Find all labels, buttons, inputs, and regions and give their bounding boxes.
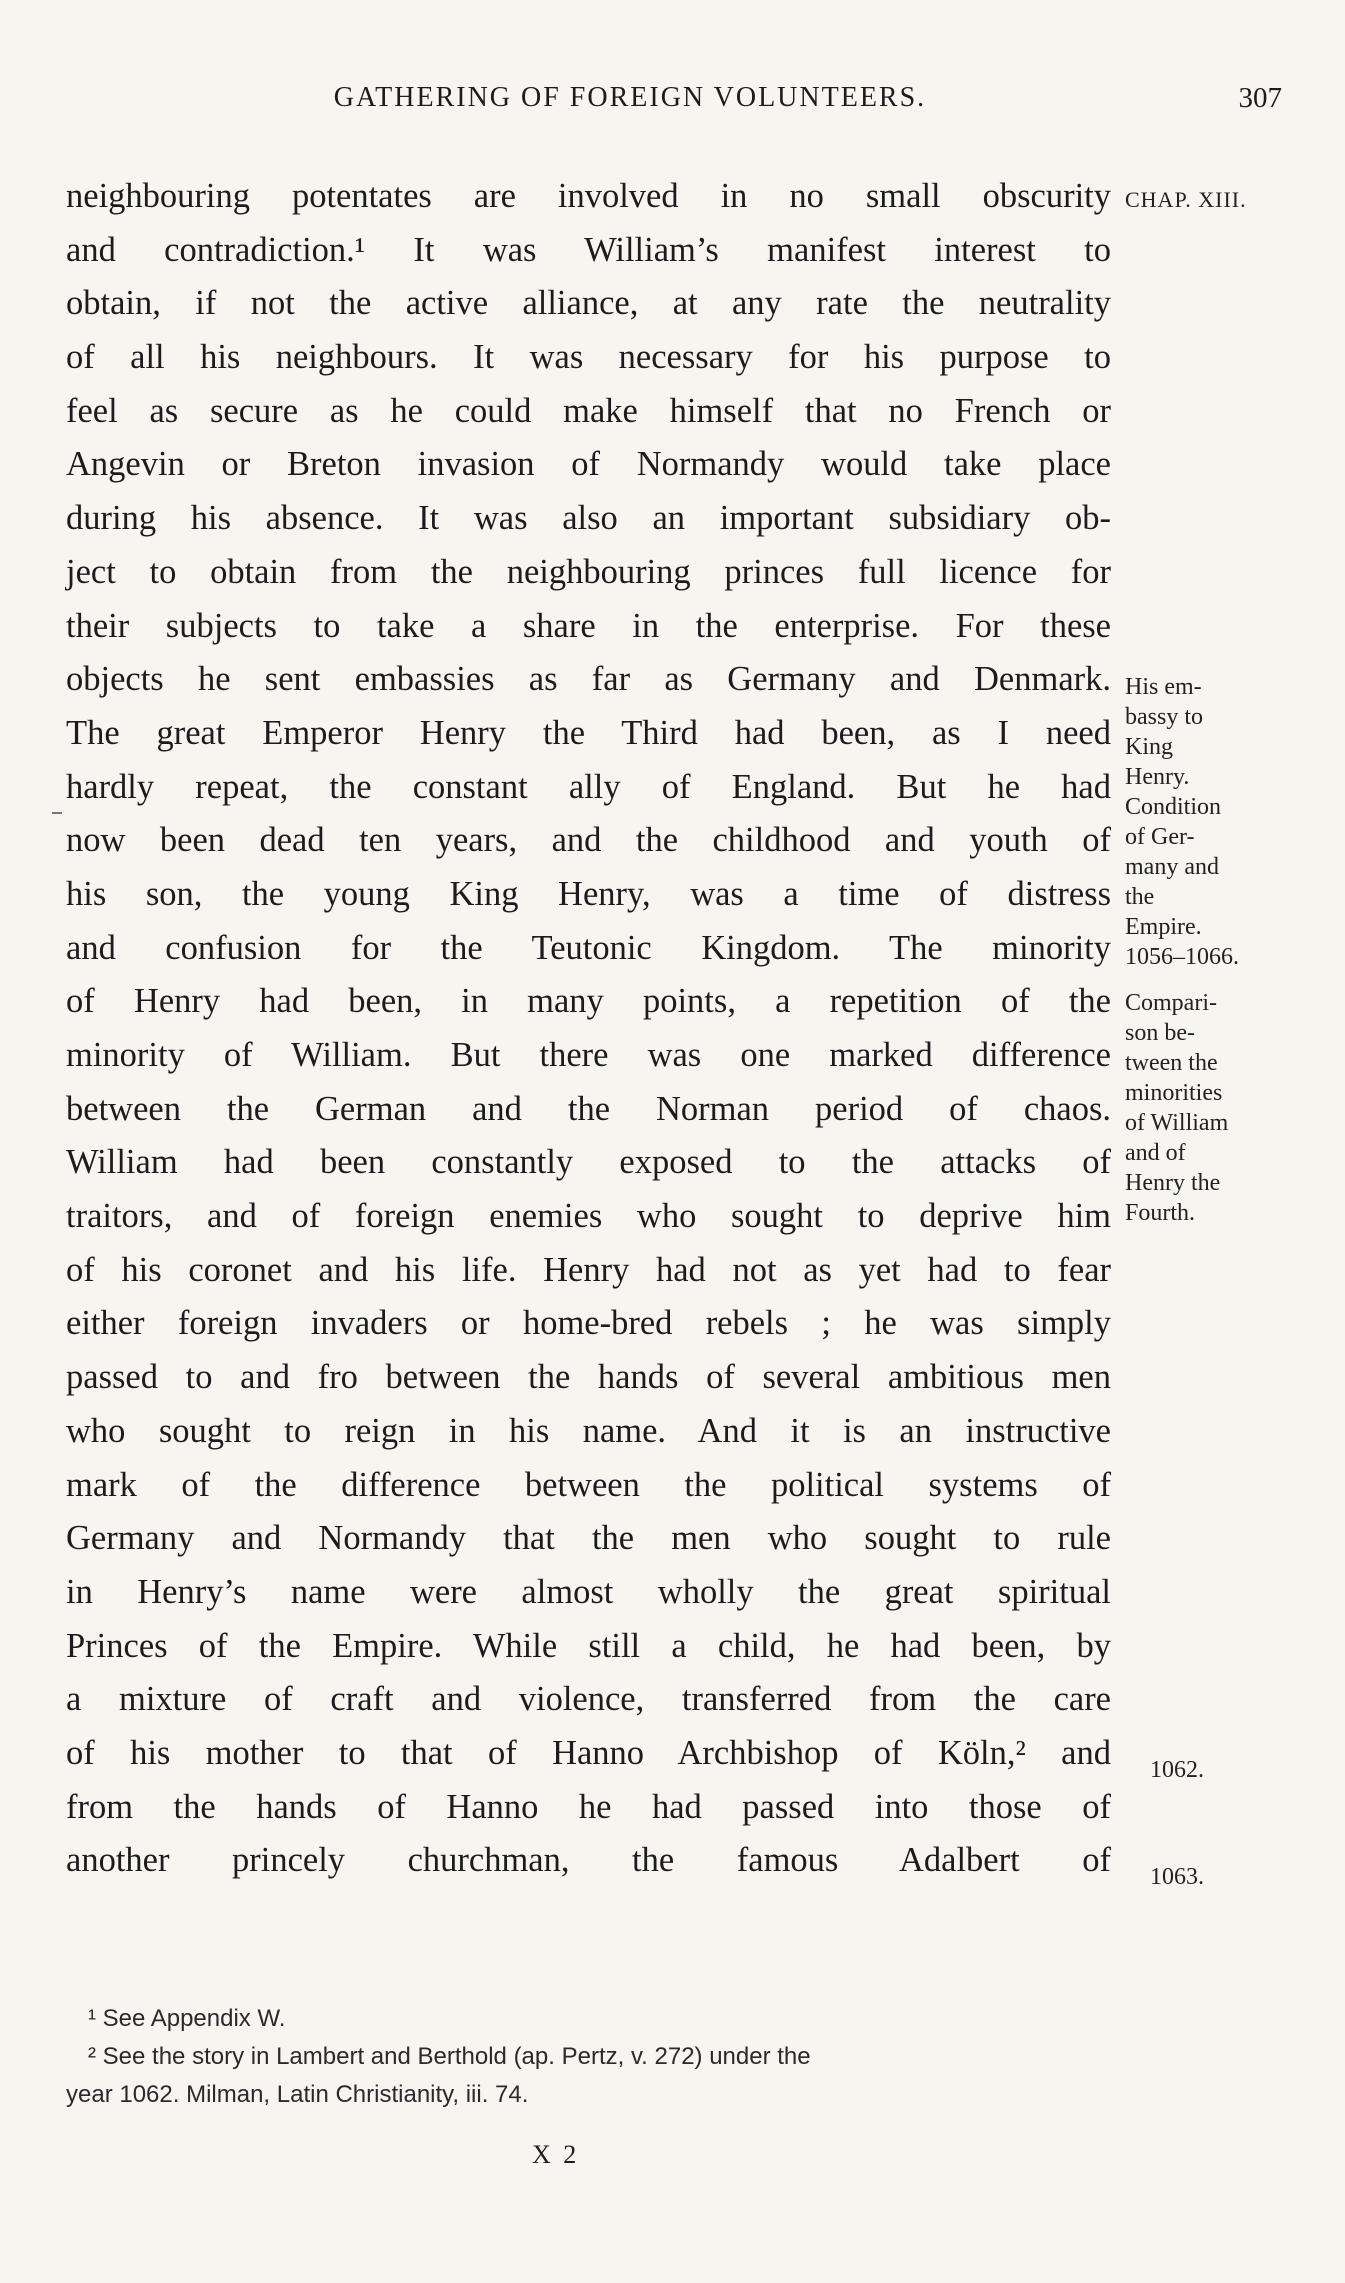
text-line: traitors, and of foreign enemies who sought to deprive him bbox=[66, 1197, 1111, 1236]
margin-year-1063: 1063. bbox=[1150, 1864, 1204, 1890]
margin-note-line: bassy to bbox=[1125, 704, 1203, 730]
footnote-2: ² See the story in Lambert and Berthold (ap. Pertz, v. 272) under the bbox=[88, 2043, 811, 2070]
text-line: between the German and the Norman period of chaos. bbox=[66, 1089, 1111, 1128]
margin-note-line: of Ger- bbox=[1125, 824, 1195, 850]
margin-note-line: His em- bbox=[1125, 674, 1202, 700]
margin-note-line: of William bbox=[1125, 1110, 1229, 1136]
margin-note-line: many and bbox=[1125, 854, 1219, 880]
margin-tick-mark bbox=[52, 812, 62, 814]
chapter-marker: CHAP. XIII. bbox=[1125, 187, 1247, 212]
margin-note-line: Henry. bbox=[1125, 764, 1190, 790]
footnotes bbox=[66, 2000, 1111, 2114]
text-line: their subjects to take a share in the enterprise. For these bbox=[66, 606, 1111, 645]
text-line: mark of the difference between the political systems of bbox=[66, 1465, 1111, 1504]
margin-note-line: minorities bbox=[1125, 1080, 1223, 1106]
text-line: neighbouring potentates are involved in no small obscurity bbox=[66, 177, 1111, 215]
body-text bbox=[66, 170, 1111, 1888]
text-line: Princes of the Empire. While still a child, he had been, by bbox=[66, 1626, 1111, 1665]
text-line: minority of William. But there was one marked difference bbox=[66, 1036, 1111, 1074]
text-line: either foreign invaders or home-bred rebels ; he was simply bbox=[66, 1304, 1111, 1343]
margin-note-line: Empire. bbox=[1125, 914, 1202, 940]
margin-note-line: Fourth. bbox=[1125, 1200, 1196, 1226]
margin-note-line: King bbox=[1125, 734, 1173, 760]
text-line: and confusion for the Teutonic Kingdom. The minority bbox=[66, 928, 1111, 967]
text-line: his son, the young King Henry, was a time of distress bbox=[66, 874, 1111, 913]
text-line: and contradiction.¹ It was William’s manifest interest to bbox=[66, 230, 1111, 269]
text-line: feel as secure as he could make himself that no French or bbox=[66, 391, 1111, 430]
page-header bbox=[210, 82, 1282, 132]
margin-note-line: 1056–1066. bbox=[1125, 944, 1239, 970]
text-line: Angevin or Breton invasion of Normandy would take place bbox=[66, 445, 1111, 484]
text-line: a mixture of craft and violence, transferred from the care bbox=[66, 1680, 1111, 1719]
text-line: of his mother to that of Hanno Archbishop of Köln,² and bbox=[66, 1733, 1111, 1772]
text-line: Germany and Normandy that the men who sought to rule bbox=[66, 1519, 1111, 1558]
margin-note-line: Condition bbox=[1125, 794, 1222, 820]
page-number: 307 bbox=[1238, 82, 1282, 114]
footnote-1: ¹ See Appendix W. bbox=[88, 2005, 286, 2032]
margin-note-line: Compari- bbox=[1125, 990, 1217, 1016]
signature-mark: X 2 bbox=[532, 2140, 580, 2169]
text-line: ject to obtain from the neighbouring princes full licence for bbox=[66, 552, 1111, 591]
text-line: hardly repeat, the constant ally of England. But he had bbox=[66, 767, 1111, 806]
text-line: who sought to reign in his name. And it is an instructive bbox=[66, 1411, 1111, 1450]
text-line: now been dead ten years, and the childhood and youth of bbox=[66, 821, 1111, 860]
text-line: objects he sent embassies as far as Germany and Denmark. bbox=[66, 660, 1111, 699]
text-line: obtain, if not the active alliance, at any rate the neutrality bbox=[66, 284, 1111, 323]
margin-year-1062: 1062. bbox=[1150, 1757, 1204, 1783]
margin-note-line: tween the bbox=[1125, 1050, 1218, 1076]
text-line: during his absence. It was also an important subsidiary ob- bbox=[66, 499, 1111, 538]
margin-note-line: and of bbox=[1125, 1140, 1186, 1166]
text-line: in Henry’s name were almost wholly the great spiritual bbox=[66, 1572, 1111, 1611]
margin-note-line: Henry the bbox=[1125, 1170, 1221, 1196]
text-line: of his coronet and his life. Henry had not as yet had to fear bbox=[66, 1250, 1111, 1289]
text-line: from the hands of Hanno he had passed into those of bbox=[66, 1787, 1111, 1826]
text-line: The great Emperor Henry the Third had been, as I need bbox=[66, 713, 1111, 752]
margin-note-line: son be- bbox=[1125, 1020, 1195, 1046]
text-line: of all his neighbours. It was necessary for his purpose to bbox=[66, 338, 1111, 377]
text-line: William had been constantly exposed to the attacks of bbox=[66, 1143, 1111, 1182]
running-title: GATHERING OF FOREIGN VOLUNTEERS. bbox=[333, 82, 927, 113]
margin-note-comparison bbox=[1125, 988, 1228, 1228]
footnote-2-continued: year 1062. Milman, Latin Christianity, iii. 74. bbox=[66, 2081, 529, 2108]
text-line: another princely churchman, the famous Adalbert of bbox=[66, 1841, 1111, 1880]
margin-note-line: the bbox=[1125, 884, 1155, 910]
margin-note-embassy bbox=[1125, 672, 1239, 972]
text-line: passed to and fro between the hands of several ambitious men bbox=[66, 1358, 1111, 1397]
text-line: of Henry had been, in many points, a repetition of the bbox=[66, 982, 1111, 1021]
